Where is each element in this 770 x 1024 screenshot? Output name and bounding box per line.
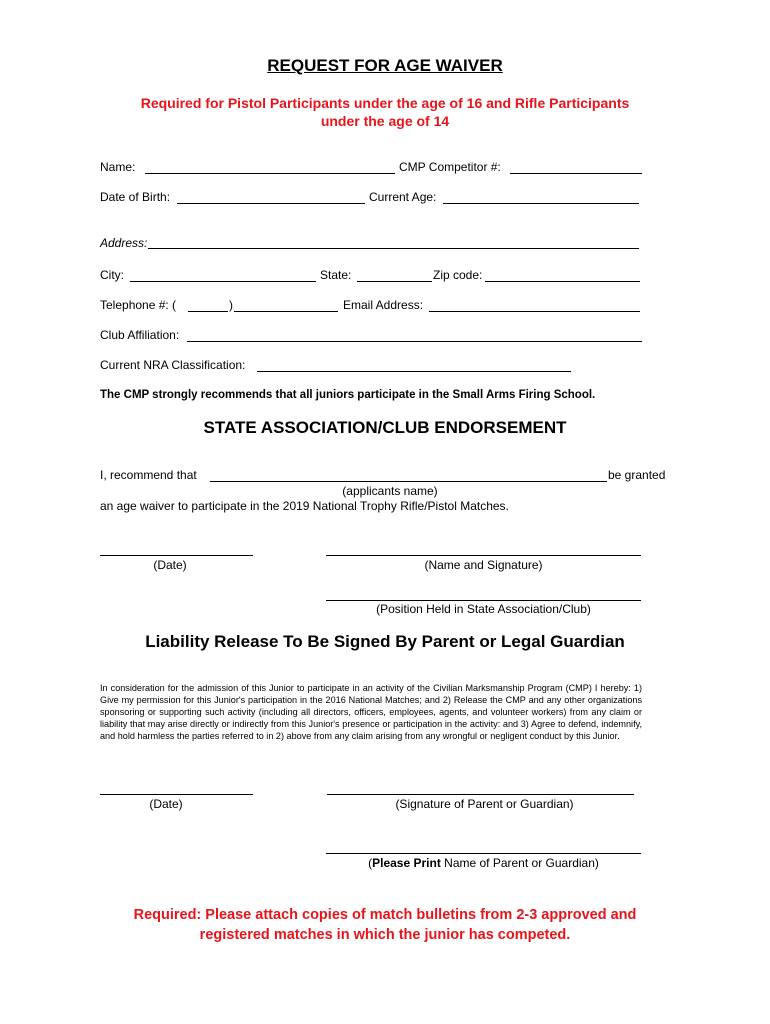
club-label: Club Affiliation: <box>100 328 180 342</box>
parent-signature-field[interactable] <box>327 794 634 795</box>
zip-label: Zip code: <box>433 268 483 282</box>
cmp-number-field[interactable] <box>510 173 642 174</box>
page-title: REQUEST FOR AGE WAIVER <box>267 56 503 75</box>
state-field[interactable] <box>357 281 432 282</box>
email-label: Email Address: <box>343 298 424 312</box>
telephone-label: Telephone #: ( <box>100 298 177 312</box>
firing-school-note: The CMP strongly recommends that all juniors participate in the Small Arms Firing School. <box>100 389 596 401</box>
endorsement-signature-caption: (Name and Signature) <box>424 558 543 572</box>
telephone-close-paren: ) <box>229 298 233 312</box>
dob-field[interactable] <box>177 203 365 204</box>
club-field[interactable] <box>187 341 642 342</box>
waiver-text: an age waiver to participate in the 2019 National Trophy Rifle/Pistol Matches. <box>100 499 509 513</box>
city-field[interactable] <box>130 281 316 282</box>
position-field[interactable] <box>326 600 641 601</box>
nra-classification-label: Current NRA Classification: <box>100 358 246 372</box>
current-age-field[interactable] <box>443 203 639 204</box>
parent-signature-caption: (Signature of Parent or Guardian) <box>395 797 574 811</box>
state-label: State: <box>320 268 352 282</box>
dob-label: Date of Birth: <box>100 190 171 204</box>
age-requirement-note <box>85 94 685 130</box>
name-label: Name: <box>100 160 136 174</box>
bulletins-requirement <box>85 905 685 945</box>
applicant-name-field[interactable] <box>210 481 607 482</box>
age-requirement-line-2: under the age of 14 <box>320 113 450 129</box>
print-rest-text: Name of Parent or Guardian) <box>440 856 599 870</box>
email-field[interactable] <box>429 311 640 312</box>
name-field[interactable] <box>145 173 395 174</box>
endorsement-heading: STATE ASSOCIATION/CLUB ENDORSEMENT <box>203 418 567 437</box>
bulletins-requirement-line-2: registered matches in which the junior has competed. <box>199 927 571 943</box>
endorsement-date-field[interactable] <box>100 555 253 556</box>
print-open-paren: ( <box>368 856 373 870</box>
cmp-number-label: CMP Competitor #: <box>399 160 501 174</box>
city-label: City: <box>100 268 124 282</box>
bulletins-requirement-line-1: Required: Please attach copies of match bulletins from 2-3 approved and <box>133 907 637 923</box>
nra-classification-field[interactable] <box>257 371 571 372</box>
zip-field[interactable] <box>485 281 640 282</box>
liability-paragraph: In consideration for the admission of this Junior to participate in an activity of the Civilian Marksmanship Program (CMP) I hereby: 1) Give my permission for this Junior's participation in the 2016 National Matches; and 2) Release the CMP and any other organizations sponsoring or supporting such activity (including all directors, officers, employees, agents, and volunteer workers) from any claim or liability that may arise directly or indirectly from this Junior's presence or participation in the activity: and 3) Agree to defend, indemnify, and hold harmless the parties referred to in 2) above from any claim arising from any wrongful or negligent conduct by this Junior. <box>100 683 642 741</box>
position-caption: (Position Held in State Association/Club) <box>376 602 591 616</box>
recommend-prefix: I, recommend that <box>100 468 197 482</box>
recommend-suffix: be granted <box>608 468 666 482</box>
liability-date-caption: (Date) <box>149 797 183 811</box>
area-code-field[interactable] <box>188 311 228 312</box>
address-label: Address: <box>100 236 148 250</box>
endorsement-date-caption: (Date) <box>153 558 187 572</box>
age-requirement-line-1: Required for Pistol Participants under the age of 16 and Rifle Participants <box>140 95 630 111</box>
telephone-field[interactable] <box>234 311 338 312</box>
parent-print-name-caption <box>326 856 641 870</box>
current-age-label: Current Age: <box>369 190 437 204</box>
liability-heading: Liability Release To Be Signed By Parent or Legal Guardian <box>145 632 625 651</box>
liability-date-field[interactable] <box>100 794 253 795</box>
parent-print-name-field[interactable] <box>326 853 641 854</box>
applicant-name-caption: (applicants name) <box>342 484 438 498</box>
endorsement-signature-field[interactable] <box>326 555 641 556</box>
address-field[interactable] <box>148 248 639 249</box>
print-bold-text: Please Print <box>372 856 441 870</box>
